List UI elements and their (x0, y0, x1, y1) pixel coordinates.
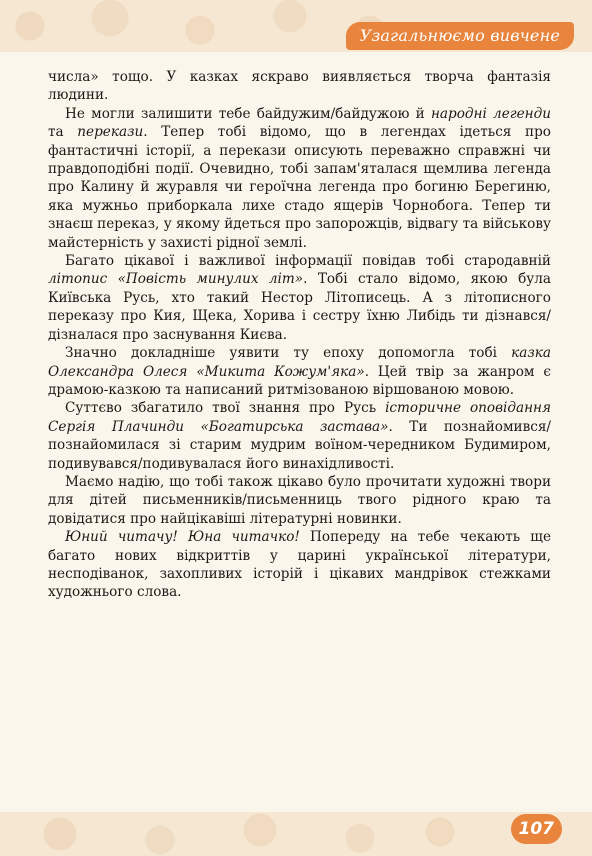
paragraph (48, 68, 551, 105)
emphasis-text: Юний читачу! Юна читачко! (65, 529, 300, 546)
paragraph (48, 344, 551, 399)
text-span: Суттєво збагатило твої знання про Русь (65, 400, 386, 417)
text-span: Не могли залишити тебе байдужим/байдужою й (65, 105, 431, 122)
paragraph (48, 473, 551, 528)
text-span: числа» тощо. У казках яскраво виявляється творча фантазія людини. (48, 69, 551, 104)
section-title-tab: Узагальнюємо вивчене (346, 22, 574, 50)
text-span: Попереду на тебе чекають ще багато нових відкриттів у царині української літератури, несподіванок, захопливих історій і цікавих мандрівок стежками художнього слова. (48, 529, 551, 601)
text-span: Маємо надію, що тобі також цікаво було прочитати художні твори для дітей письменників/письменниць твого рідного краю та довідатися про найцікавіші літературні новинки. (48, 473, 551, 527)
text-span: Значно докладніше уявити ту епоху допомогла тобі (65, 345, 512, 362)
text-span: . Цей твір за жанром є драмою-казкою та написаний ритмізованою віршованою мовою. (48, 363, 551, 398)
text-span: Багато цікавої і важливої інформації повідав тобі стародавній (65, 253, 551, 270)
main-text (48, 68, 551, 602)
paragraph (48, 399, 551, 473)
text-span: та (48, 124, 78, 141)
emphasis-text: народні легенди (430, 105, 551, 122)
footer-ornament-band (0, 812, 592, 856)
page-number-badge: 107 (511, 814, 563, 844)
text-span: . Тепер тобі відомо, що в легендах ідеться про фантастичні історії, а перекази описують переважно справжні чи правдоподібні події. Очевидно, тобі запам'яталася щемлива легенда про Калину й журавля чи героїчна легенда про богиню Берегиню, яка мужньо приборкала лихе стадо ящерів Чорнобога. Тепер ти знаєш переказ, у якому йдеться про запорожців, відвагу та військову майстерність у захисті рідної землі. (48, 124, 551, 251)
text-span: . Ти познайомився/познайомилася зі старим мудрим воїном-чередником Будимиром, подивувався/подивувалася його винахідливості. (48, 418, 551, 472)
emphasis-text: історичне оповідання Сергія Плачинди «Богатирська застава» (48, 400, 551, 435)
text-span: . Тобі стало відомо, якою була Київська Русь, хто такий Нестор Літописець. А з літописного переказу про Кия, Щека, Хорива і сестру їхню Либідь ти дізнався/дізналася про заснування Києва. (48, 271, 551, 343)
emphasis-text: казка Олександра Олеся «Микита Кожум'яка» (48, 345, 551, 380)
paragraph (48, 528, 551, 602)
emphasis-text: літопис «Повість минулих літ» (48, 271, 304, 288)
emphasis-text: перекази (77, 124, 144, 141)
paragraph (48, 252, 551, 344)
paragraph (48, 105, 551, 252)
